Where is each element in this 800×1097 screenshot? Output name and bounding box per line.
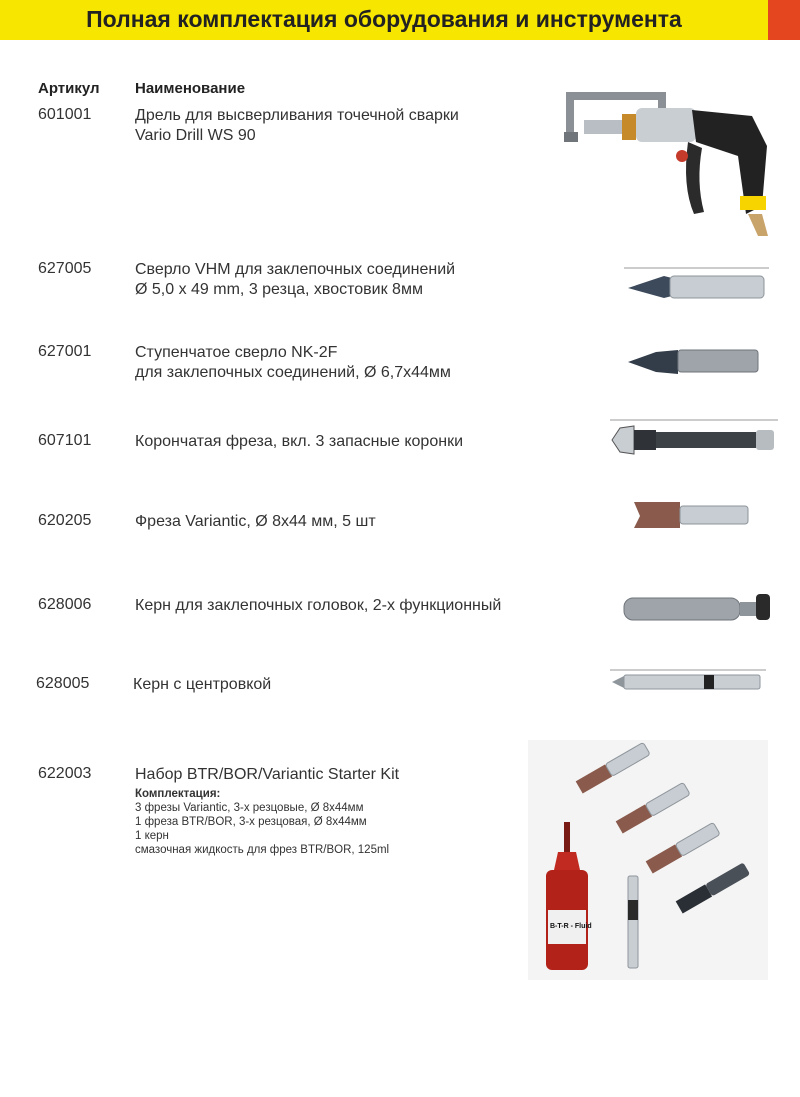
drill-bit-icon	[624, 266, 769, 306]
item-name-line: Корончатая фреза, вкл. 3 запасные коронки	[135, 433, 463, 450]
item-name	[135, 512, 376, 532]
item-sku: 601001	[38, 106, 92, 123]
item-name-line: Дрель для высверливания точечной сварки	[135, 107, 459, 124]
kit-line: 1 керн	[135, 830, 169, 842]
item-name-line: Сверло VHM для заклепочных соединений	[135, 261, 456, 278]
item-sku: 628005	[36, 675, 90, 692]
item-name	[135, 260, 455, 300]
center-punch-icon	[610, 668, 766, 696]
item-name-line: Фреза Variantic, Ø 8x44 мм, 5 шт	[135, 513, 376, 530]
kit-line: 1 фреза BTR/BOR, 3-х резцовая, Ø 8x44мм	[135, 816, 367, 828]
column-header-sku: Артикул	[38, 80, 100, 97]
kit-contents	[135, 787, 389, 857]
kit-line: смазочная жидкость для фрез BTR/BOR, 125ml	[135, 844, 390, 856]
item-sku: 620205	[38, 512, 92, 529]
item-name	[135, 432, 463, 452]
header-banner	[0, 0, 800, 40]
punch-icon	[620, 586, 776, 632]
item-name-line: Керн с центровкой	[133, 676, 272, 693]
item-name	[135, 343, 451, 383]
item-sku: 622003	[38, 765, 92, 782]
kit-label: Комплектация:	[135, 788, 221, 800]
item-name	[135, 596, 501, 616]
page-title: Полная комплектация оборудования и инструмента	[86, 6, 682, 32]
item-sku: 627005	[38, 260, 92, 277]
item-name-line: Vario Drill WS 90	[135, 127, 256, 144]
crown-cutter-icon	[610, 418, 778, 462]
starter-kit-icon	[528, 740, 768, 980]
step-drill-icon	[626, 344, 766, 378]
kit-line: 3 фрезы Variantic, 3-х резцовые, Ø 8x44мм	[135, 802, 364, 814]
item-sku: 628006	[38, 596, 92, 613]
bottle-label: B-T-R - Fluid	[550, 923, 592, 930]
item-name-line: Набор BTR/BOR/Variantic Starter Kit	[135, 766, 400, 783]
spot-weld-drill-icon	[562, 86, 772, 256]
item-name	[133, 675, 271, 695]
item-name-line: для заклепочных соединений, Ø 6,7x44мм	[135, 364, 451, 381]
item-name-line: Керн для заклепочных головок, 2-х функционный	[135, 597, 502, 614]
banner-accent	[768, 0, 800, 40]
item-sku: 607101	[38, 432, 92, 449]
item-name	[135, 765, 399, 785]
item-name	[135, 106, 459, 146]
item-sku: 627001	[38, 343, 92, 360]
variantic-cutter-icon	[632, 498, 752, 532]
column-header-name: Наименование	[135, 80, 246, 97]
item-name-line: Ступенчатое сверло NK-2F	[135, 344, 338, 361]
item-name-line: Ø 5,0 x 49 mm, 3 резца, хвостовик 8мм	[135, 281, 423, 298]
